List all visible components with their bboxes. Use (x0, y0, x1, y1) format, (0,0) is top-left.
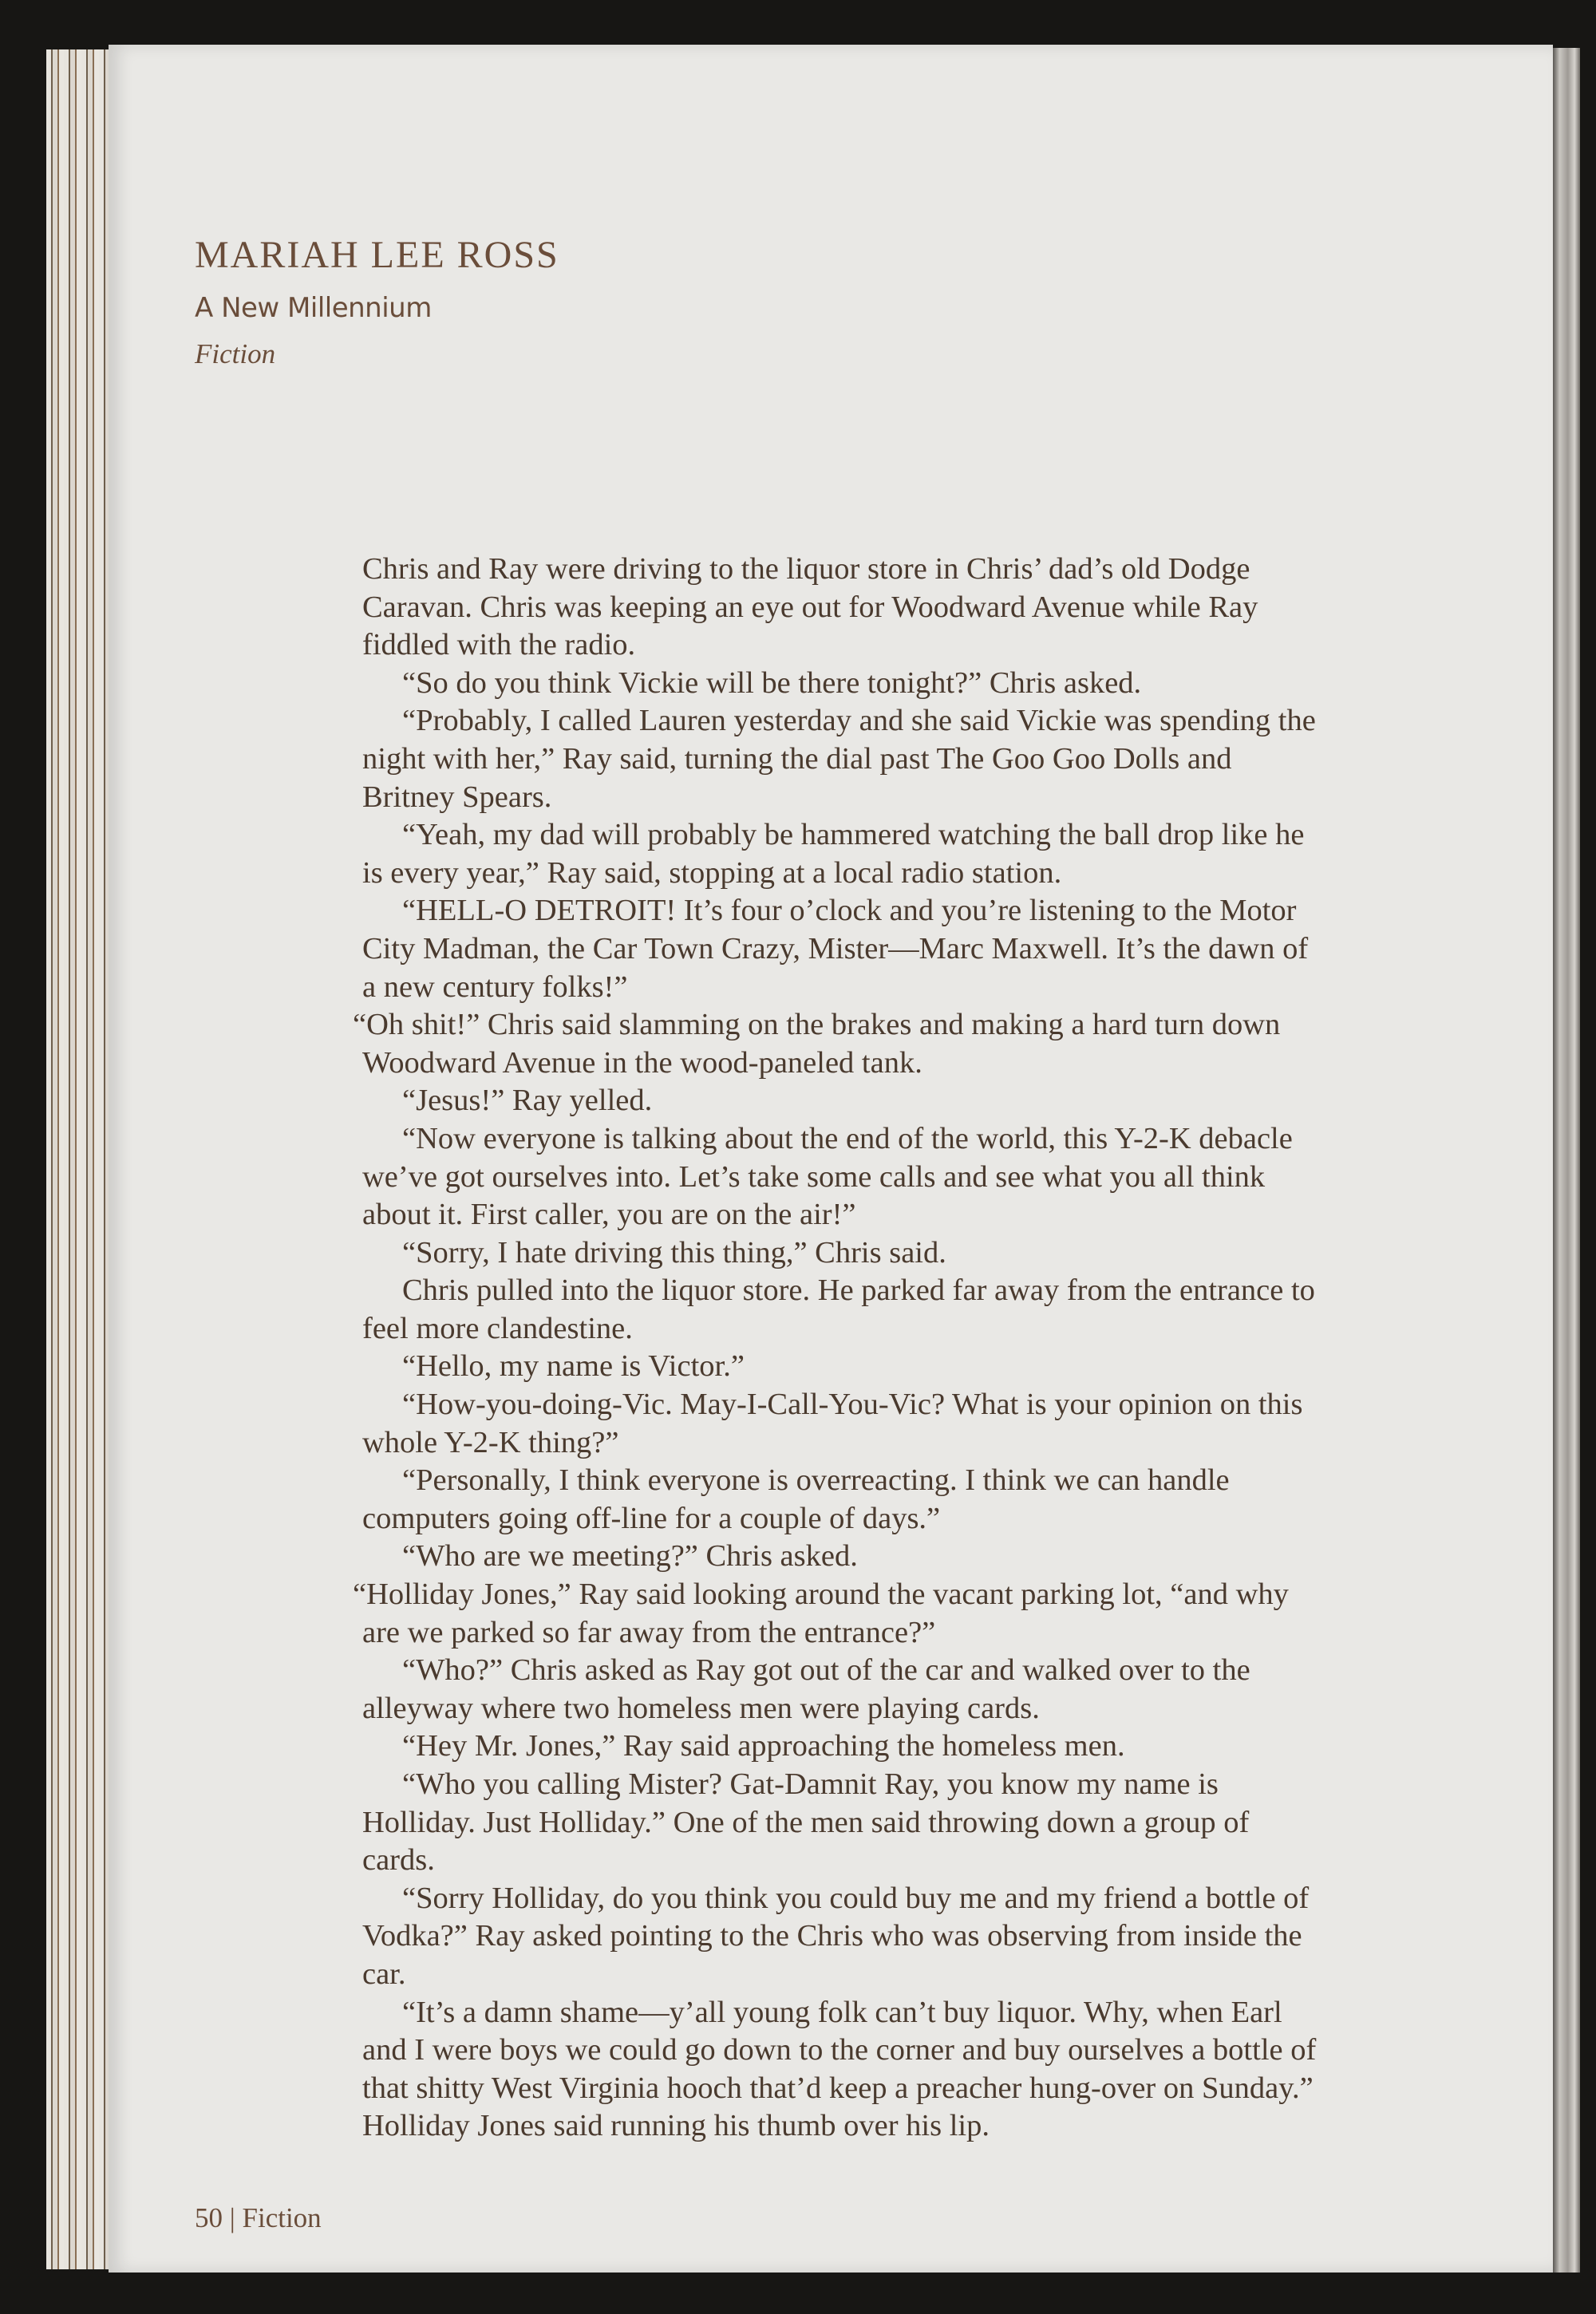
author-name: MARIAH LEE ROSS (195, 234, 559, 276)
paragraph: “Who are we meeting?” Chris asked. (402, 1539, 858, 1574)
paragraph: “How-you-doing-Vic. May-I-Call-You-Vic? What is your opinion on this whole Y-2-K thing?” (362, 1388, 1303, 1459)
paragraph: “Hey Mr. Jones,” Ray said approaching the homeless men. (402, 1729, 1125, 1763)
genre-label: Fiction (195, 338, 276, 369)
paragraph: “Who you calling Mister? Gat-Damnit Ray, you know my name is Holliday. Just Holliday.” One of the men said throwing down a group of cards. (362, 1767, 1250, 1878)
paragraph: “Probably, I called Lauren yesterday and she said Vickie was spending the night with her,” Ray said, turning the dial past The Goo Goo Dolls and Britney Spears. (362, 704, 1316, 814)
paragraph: Chris and Ray were driving to the liquor store in Chris’ dad’s old Dodge Caravan. Chris was keeping an eye out for Woodward Avenue while Ray fiddled with the radio. (362, 552, 1258, 662)
story-title: A New Millennium (195, 292, 432, 324)
paragraph: “So do you think Vickie will be there tonight?” Chris asked. (402, 665, 1142, 700)
paragraph: “Sorry Holliday, do you think you could buy me and my friend a bottle of Vodka?” Ray asked pointing to the Chris who was observing from inside the car. (362, 1881, 1310, 1991)
paragraph: “It’s a damn shame—y’all young folk can’t buy liquor. Why, when Earl and I were boys we could go down to the corner and buy ourselves a bottle of that shitty West Virginia hooch that’d keep a preacher hung-over on Sunday.” Holliday Jones said running his thumb over his lip. (362, 1995, 1317, 2143)
paragraph: “Oh shit!” Chris said slamming on the brakes and making a hard turn down Woodward Avenue in the wood-paneled tank. (353, 1008, 1281, 1080)
paragraph: “Jesus!” Ray yelled. (402, 1084, 653, 1118)
paragraph: “Yeah, my dad will probably be hammered watching the ball drop like he is every year,” Ray said, stopping at a local radio station. (362, 818, 1305, 890)
right-page-edge (1553, 48, 1580, 2273)
paragraph: “Who?” Chris asked as Ray got out of the car and walked over to the alleyway where two homeless men were playing cards. (362, 1653, 1250, 1725)
page-edges (46, 49, 112, 2269)
paragraph: “Personally, I think everyone is overreacting. I think we can handle computers going off-line for a couple of days.” (362, 1463, 1230, 1535)
page-footer: 50 | Fiction (195, 2202, 322, 2233)
paragraph: “Now everyone is talking about the end of the world, this Y-2-K debacle we’ve got ourselves into. Let’s take some calls and see what you all think about it. First caller, you are on the air!” (362, 1121, 1293, 1232)
paragraph: “Sorry, I hate driving this thing,” Chris said. (402, 1235, 946, 1270)
paragraph: “Hello, my name is Victor.” (402, 1349, 745, 1384)
story-body (353, 551, 1328, 2146)
paragraph: Chris pulled into the liquor store. He parked far away from the entrance to feel more clandestine. (362, 1273, 1315, 1345)
paragraph: “Holliday Jones,” Ray said looking around the vacant parking lot, “and why are we parked so far away from the entrance?” (353, 1578, 1289, 1649)
paragraph: “HELL-O DETROIT! It’s four o’clock and you’re listening to the Motor City Madman, the Car Town Crazy, Mister—Marc Maxwell. It’s the dawn of a new century folks!” (362, 894, 1309, 1004)
